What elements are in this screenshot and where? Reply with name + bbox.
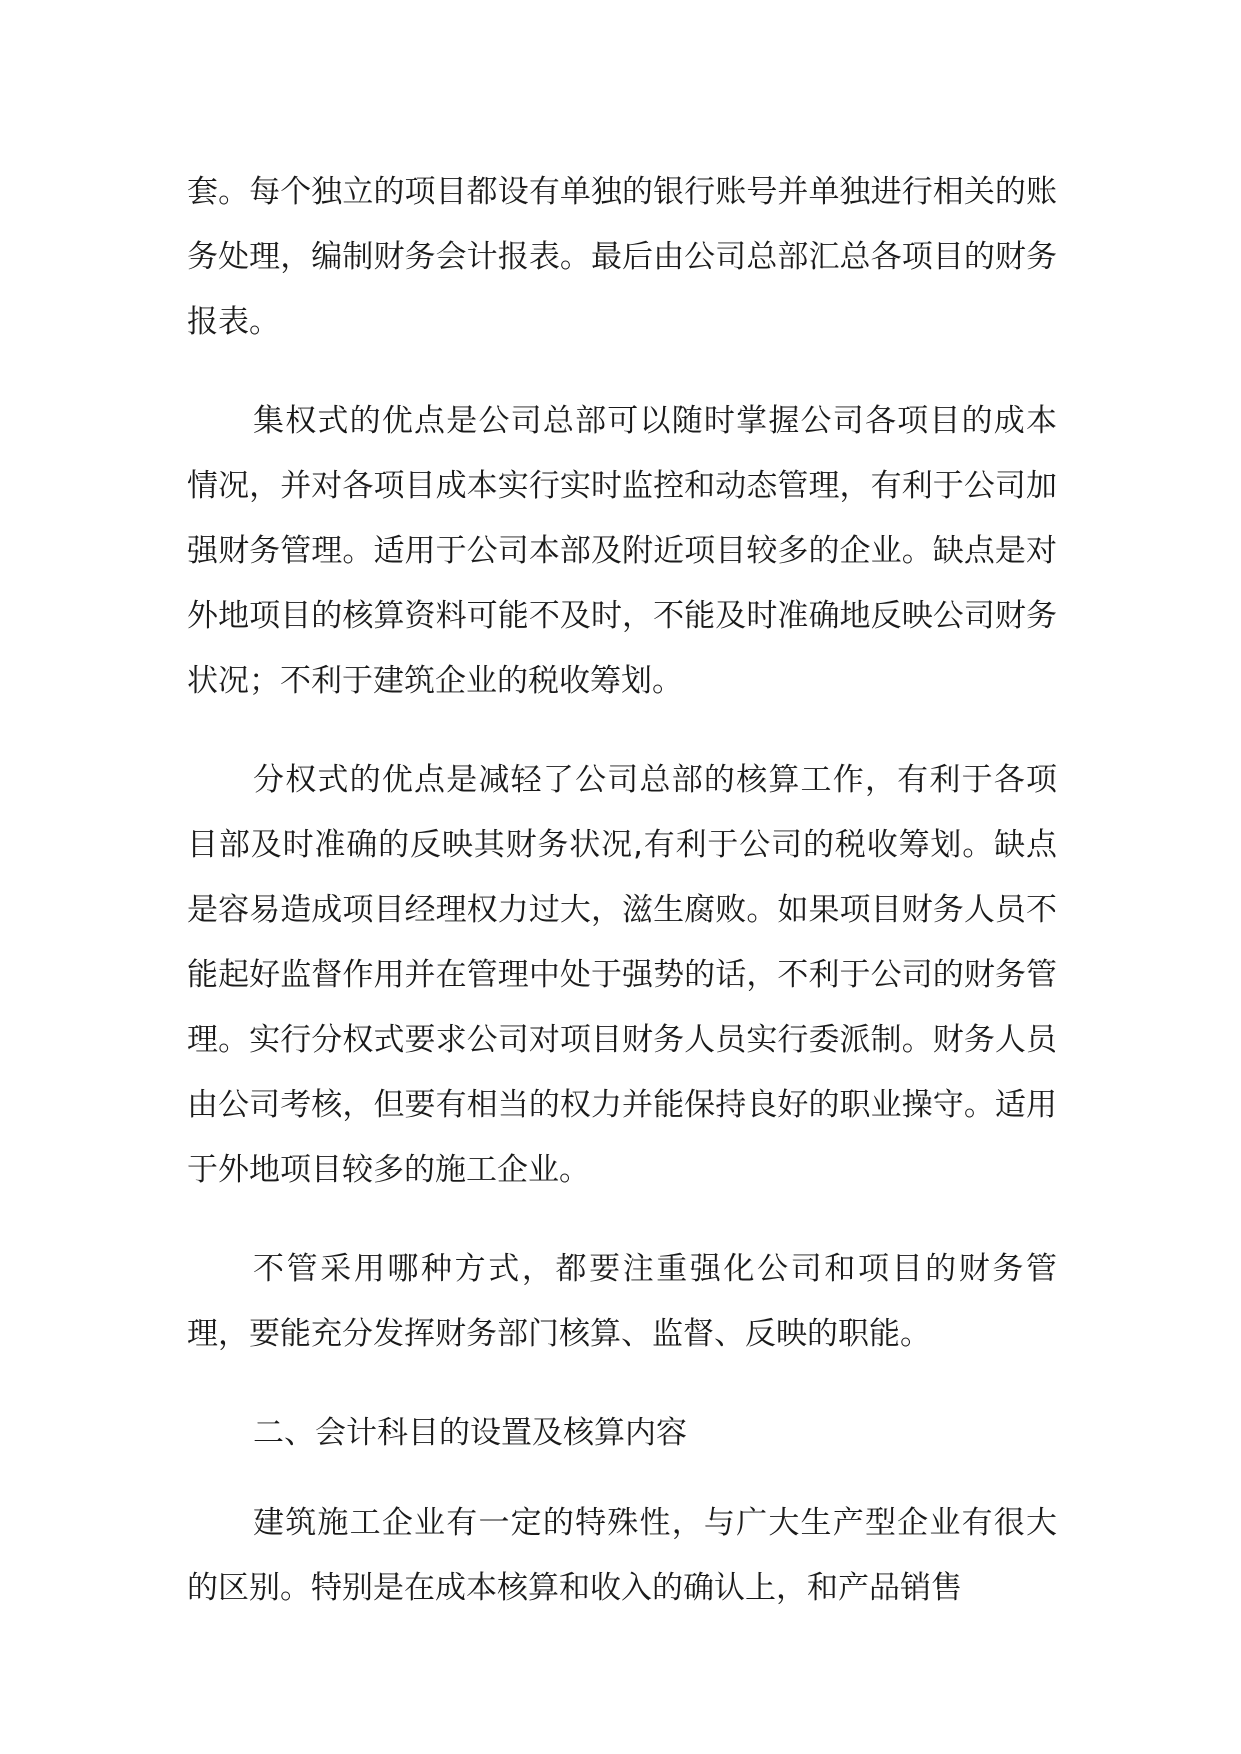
paragraph-construction-specifics: 建筑施工企业有一定的特殊性，与广大生产型企业有很大的区别。特别是在成本核算和收入的确认上，和产品销售 <box>187 1505 1057 1606</box>
document-body <box>187 160 1057 1655</box>
paragraph-either-method: 不管采用哪种方式，都要注重强化公司和项目的财务管理，要能充分发挥财务部门核算、监督、反映的职能。 <box>187 1251 1057 1352</box>
paragraph-centralized-advantages: 集权式的优点是公司总部可以随时掌握公司各项目的成本情况，并对各项目成本实行实时监控和动态管理，有利于公司加强财务管理。适用于公司本部及附近项目较多的企业。缺点是对外地项目的核算资料可能不及时，不能及时准确地反映公司财务状况；不利于建筑企业的税收筹划。 <box>187 403 1057 699</box>
paragraph-decentralized-advantages: 分权式的优点是减轻了公司总部的核算工作，有利于各项目部及时准确的反映其财务状况,有利于公司的税收筹划。缺点是容易造成项目经理权力过大，滋生腐败。如果项目财务人员不能起好监督作用并在管理中处于强势的话，不利于公司的财务管理。实行分权式要求公司对项目财务人员实行委派制。财务人员由公司考核，但要有相当的权力并能保持良好的职业操守。适用于外地项目较多的施工企业。 <box>187 762 1057 1188</box>
section-heading-accounting-subjects: 二、会计科目的设置及核算内容 <box>253 1415 687 1451</box>
paragraph-continuation: 套。每个独立的项目都设有单独的银行账号并单独进行相关的账务处理，编制财务会计报表。最后由公司总部汇总各项目的财务报表。 <box>187 174 1057 340</box>
